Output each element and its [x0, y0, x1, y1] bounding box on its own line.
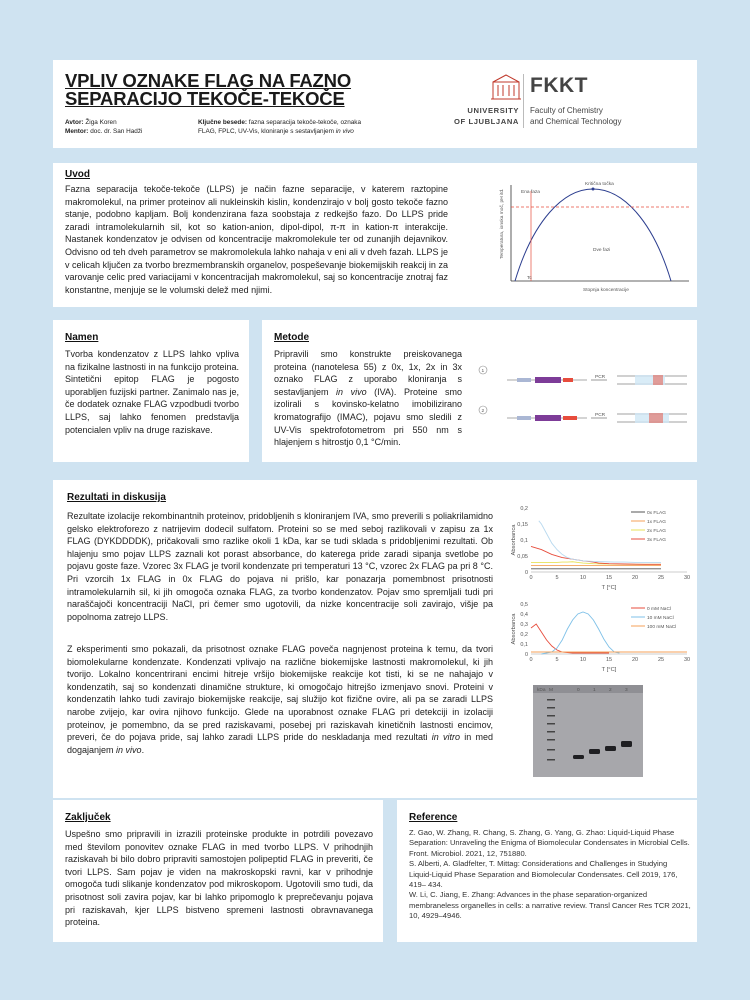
chart-y-tick: 0,1: [520, 642, 528, 648]
university-name: [441, 105, 519, 127]
chart-x-tick: 15: [605, 575, 613, 581]
namen-card: [53, 320, 249, 462]
chart-legend-label: 1x FLAG: [647, 519, 666, 525]
zakljucek-title: Zaključek: [65, 812, 111, 823]
chart-y-tick: 0,05: [517, 554, 528, 560]
chart-legend-label: 0x FLAG: [647, 510, 666, 516]
author-block: [65, 118, 190, 136]
zakljucek-text: Uspešno smo pripravili in izrazili proteinske produkte in potrdili povezavo med številom ponovitev oznake FLAG in med tvorbo LLPS. V prihodnjih raziskavah bi bilo dobro pripraviti samostojen polipeptid FLAG in preveriti, če tvori LLPS. Sam pojav je viden na makroskopski ravni, kar v prihodnje omogoča tudi slikanje kondenzatov pod mikroskopom. Ugotovili smo tudi, da prisotnost soli zavira pojav, kar bi lahko pripomoglo k preprečevanju pojava pri raziskavah, kjer LLPS bistveno spremeni lastnosti obravnavanega proteina.: [65, 829, 373, 928]
insert-block-1: [535, 377, 561, 383]
reference-title: Reference: [409, 812, 458, 823]
metode-text-italic: in vivo: [336, 386, 367, 397]
mentor-label: Mentor:: [65, 128, 89, 135]
metode-text-a: Pripravili smo konstrukte preiskovanega proteina (nanotelesa 55) z 0x, 1x, 2x in 3x oznako FLAG z uporabo kloniranja s sestavljanjem: [274, 349, 462, 397]
faculty-name: [530, 105, 680, 127]
diagram-ylabel: Temperatura, ionska moč, pH itd.: [500, 188, 505, 259]
keywords-italic: in vivo: [335, 128, 354, 135]
header-card: [53, 60, 697, 148]
vector-block-1: [517, 378, 531, 382]
chart-y-tick: 0,4: [520, 612, 528, 618]
gel-label-marker: M: [549, 688, 553, 693]
zakljucek-card: [53, 800, 383, 942]
gel-label-1: 1: [593, 688, 596, 693]
metode-text-b: (IVA). Proteine smo izolirali s kovinsko-kelatno imobilizirano kromatografijo (IMAC), pojavu smo sledili z UV-Vis spektrofotometrom pri 550 nm s hlajenjem s hitrostjo 0,1 °C/min.: [274, 386, 462, 448]
chart-legend-label: 100 mM NaCl: [647, 624, 677, 630]
logo-fkkt: FKKT: [530, 74, 588, 97]
chart-x-tick: 10: [579, 575, 587, 581]
chart-x-tick: 10: [579, 657, 587, 663]
rezultati-p2-italic-1: in vitro: [431, 732, 460, 743]
chart-legend-label: 3x FLAG: [647, 537, 666, 543]
step-1-label: 1: [481, 369, 485, 374]
label-critical-point: Kritična točka: [585, 182, 614, 187]
diagram-xlabel: Stopnja koncentracije: [583, 288, 629, 293]
chart-x-tick: 5: [555, 575, 559, 581]
metode-title: Metode: [274, 332, 309, 343]
chart-x-tick: 30: [683, 657, 691, 663]
uvod-title: Uvod: [65, 169, 90, 180]
sds-page-gel-image: [533, 685, 643, 777]
gel-band-2x: [605, 746, 616, 751]
title-line-1: VPLIV OZNAKE FLAG NA FAZNO: [65, 70, 352, 91]
rezultati-card: [53, 480, 697, 798]
chart-y-tick: 0: [524, 570, 528, 576]
reference-item: W. Li, C. Jiang, E. Zhang: Advances in the phase separation-organized membraneless organelles in cells: a narrative review. Transl Cancer Res TCR 2021, 10, 4929–4946.: [409, 890, 691, 921]
absorbance-flag-chart: [509, 502, 693, 592]
gel-label-kda: kDa: [537, 688, 546, 693]
gel-band-3x: [621, 741, 632, 747]
chart-xlabel: T [°C]: [601, 585, 617, 591]
critical-point-marker: [592, 188, 595, 191]
faculty-line-2: and Chemical Technology: [530, 117, 622, 126]
metode-card: [262, 320, 697, 462]
chart-y-tick: 0,3: [520, 622, 528, 628]
namen-text: Tvorba kondenzatov z LLPS lahko vpliva na fizikalne lastnosti in na funkcijo proteina. Sintetični epitop FLAG je pogosto uporabljen fuzijski partner. Zanimalo nas je, če dodatek oznake FLAG vzpodbudi tvorbo LLPS, saj lahko fenomen predstavlja potencialen vpliv na druge raziskave.: [65, 349, 239, 435]
label-one-phase: Ena faza: [521, 190, 540, 195]
chart-series-line: [531, 624, 609, 653]
flag-block-1: [563, 378, 573, 382]
absorbance-nacl-chart: [509, 598, 693, 674]
uvod-text: Fazna separacija tekoče-tekoče (LLPS) je način fazne separacije, v katerem raztopine makromolekul, na primer proteinov ali nukleinskih kislin, kondenzirajo v bolj gosto tekoče fazno stanje, podobno kapljam. Bolj kondenzirana faza soobstaja z redkejšo fazo. Do LLPS pride zaradi intramolekularnih sil, kot so kation-anion, dipol-dipol, π-π in kation-π interakcije. Nastanek kondenzatov je odvisen od koncentracije makromolekule ter od zunanjih dejavnikov. Odvisno od teh dveh parametrov se makromolekula lahko nahaja v eni ali v dveh fazah. LLPS je v celicah ključen za tvorbo brezmembranskih organelov, pospeševanje biokemijskih reakcij in za varovanje celic pred variacijami v koncentracijah makromolekul, saj so koncentracije znotraj faz konstantne, menjuje se le volumski delež med njimi.: [65, 184, 448, 295]
chart-xlabel: T [°C]: [601, 667, 617, 673]
university-line-2: OF LJUBLJANA: [454, 117, 519, 126]
gel-label-2: 2: [609, 688, 612, 693]
rezultati-paragraph-2: [67, 643, 493, 756]
flag-block-2: [563, 416, 577, 420]
keywords-label: Ključne besede:: [198, 119, 248, 126]
chart-y-tick: 0,1: [520, 538, 528, 544]
chart-series-line: [541, 612, 619, 654]
chart-x-tick: 25: [657, 657, 665, 663]
chart-x-tick: 20: [631, 575, 639, 581]
reference-card: [397, 800, 697, 942]
title-line-2: SEPARACIJO TEKOČE-TEKOČE: [65, 88, 345, 109]
chart-y-tick: 0,5: [520, 602, 528, 608]
chart-ylabel: Absorbanca: [511, 613, 517, 645]
vector-block-2: [517, 416, 531, 420]
gel-band-0x: [573, 755, 584, 759]
author-label: Avtor:: [65, 119, 84, 126]
label-tc: Tc: [527, 276, 532, 281]
gel-band-1x: [589, 749, 600, 754]
rezultati-p2-c: .: [141, 744, 145, 755]
chart-x-tick: 25: [657, 575, 665, 581]
pcr-label-2: PCR: [595, 413, 606, 418]
chart-x-tick: 20: [631, 657, 639, 663]
dna-ladder-1: [617, 375, 687, 385]
chart-legend-label: 2x FLAG: [647, 528, 666, 534]
chart-y-tick: 0,2: [520, 632, 528, 638]
namen-title: Namen: [65, 332, 99, 343]
chart-y-tick: 0,15: [517, 522, 528, 528]
rezultati-p2-a: Z eksperimenti smo pokazali, da prisotnost oznake FLAG poveča nagnjenost proteina k temu, da tvori biomolekularne kondenzate. Kondenzati vplivajo na različne biokemijske lastnosti makromolekul, ki jih tvorijo. Lokalno koncentrirani encimi hitreje vršijo biokemijske reakcije kot tisti, ki se ne nahajajo v kondenzatih, saj so kondenzati dinamične strukture, ki omogočajo hitrejšo izmenjavo snovi. Proteini v kondenzatih lahko tudi zavirajo biokemijske reakcije, saj služijo kot fizične ovire, ali pa se zaradi LLPS narobe zvijejo, kar ovira njihovo funkcijo. Glede na uporabnost oznake FLAG pri detekciji in izolaciji proteinov, je pomembno, da se pred raziskavami, posebej pri raziskavah kinetičnih lastnosti encimov, preveri, če do pojava pride, saj lahko zaradi LLPS pride do neskladanja med rezultati: [67, 644, 493, 743]
chart-x-tick: 5: [555, 657, 559, 663]
chart-x-tick: 0: [529, 575, 533, 581]
gel-label-0: 0: [577, 688, 580, 693]
insert-block-2: [535, 415, 561, 421]
poster-title: [65, 72, 395, 108]
chart-legend-label: 10 mM NaCl: [647, 615, 674, 621]
chart-x-tick: 15: [605, 657, 613, 663]
gel-label-3: 3: [625, 688, 628, 693]
rezultati-paragraph-1: Rezultate izolacije rekombinantnih proteinov, pridobljenih s kloniranjem IVA, smo preverili s poliakrilamidno gelsko elektroforezo z natrijevim dodecil sulfatom. Proteini so se med seboj razlikovali v zapisu za 1x FLAG (DYKDDDDK), pričakovali smo razlike okoli 1 kDa, kar se tudi sklada s pridobljenimi rezultati. Ob hlajenju smo pojav LLPS zaznali kot porast absorbance, do katerega pride zaradi sipanja svetlobe po pojavu goste faze. Vzorec 3x FLAG je tvoril kondenzate pri temperaturi 13 °C, vzorec 2x FLAG pa pri 8 °C. Pri vzorcih 1x FLAG in 0x FLAG do pojava ni prišlo, kar ponazarja pomembnost prisotnosti intramolekularnih sil, ki jih omogoča oznaka FLAG, za tvorbo kondenzatov. Pojav smo spremljali tudi pri naraščajoči koncentraciji NaCl, pri čemer smo ugotovili, da nizke koncentracije soli zavirajo, višje pa popolnoma zatrejo LLPS.: [67, 511, 493, 622]
chart-legend-label: 0 mM NaCl: [647, 606, 671, 612]
keywords-text: fazna separacija tekoče-tekoče, oznaka FLAG, FPLC, UV-Vis, kloniranje s sestavljanjem: [198, 119, 362, 135]
university-line-1: UNIVERSITY: [467, 106, 519, 115]
label-two-phase: Dve fazi: [593, 248, 611, 253]
reference-list: [409, 828, 691, 922]
rezultati-p2-italic-2: in vivo: [116, 744, 142, 755]
step-2-label: 2: [481, 409, 485, 414]
keywords-block: [198, 118, 378, 136]
chart-x-tick: 30: [683, 575, 691, 581]
phase-diagram: [493, 181, 693, 299]
metode-text: [274, 348, 462, 449]
university-logo-icon: [490, 72, 522, 102]
logo-divider: [523, 74, 524, 128]
uvod-card: [53, 163, 697, 307]
rezultati-title: Rezultati in diskusija: [67, 492, 166, 503]
faculty-line-1: Faculty of Chemistry: [530, 106, 603, 115]
mentor-name: doc. dr. San Hadži: [90, 128, 143, 135]
cloning-scheme: [477, 364, 692, 444]
chart-ylabel: Absorbanca: [511, 524, 517, 556]
chart-y-tick: 0,2: [520, 506, 528, 512]
chart-x-tick: 0: [529, 657, 533, 663]
dna-ladder-2: [617, 413, 687, 423]
author-name: Žiga Koren: [85, 119, 117, 126]
reference-item: Z. Gao, W. Zhang, R. Chang, S. Zhang, G. Yang, G. Zhao: Liquid-Liquid Phase Separation: Unraveling the Enigma of Biomolecular Condensates in Microbial Cells. Front. Microbiol. 2021, 12, 751880.: [409, 828, 690, 858]
chart-y-tick: 0: [524, 652, 528, 658]
pcr-label-1: PCR: [595, 375, 606, 380]
rezultati-p2-b: in med dogajanjem: [67, 732, 493, 755]
reference-item: S. Alberti, A. Gladfelter, T. Mittag: Considerations and Challenges in Studying Liquid-Liquid Phase Separation and Biomolecular Condensates. Cell 2019, 176, 419– 434.: [409, 859, 678, 890]
